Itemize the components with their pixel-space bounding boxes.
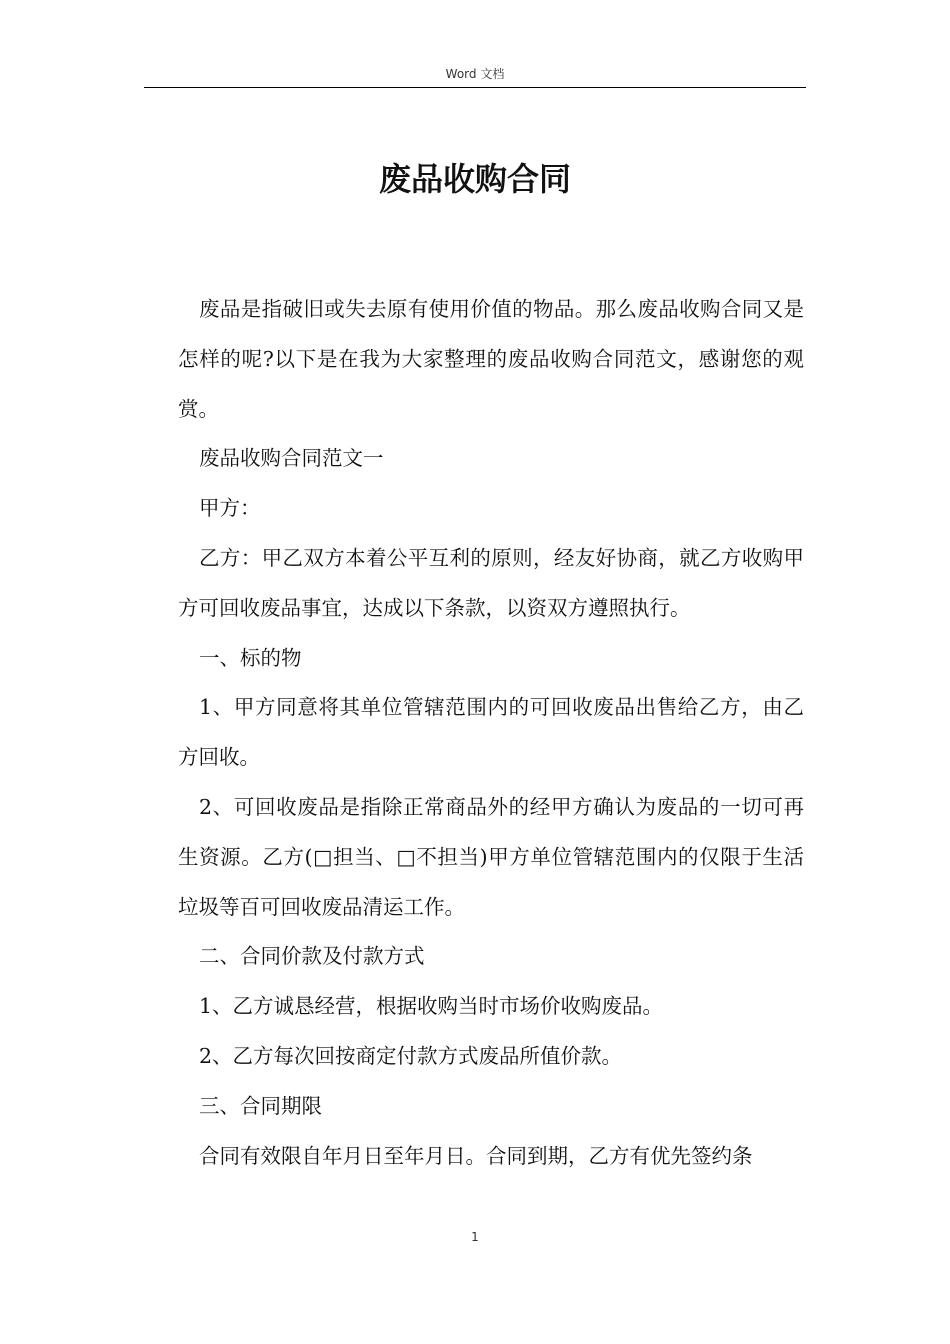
document-body (178, 285, 804, 1181)
paragraph: 甲方： (199, 496, 261, 521)
paragraph: 2、乙方每次回按商定付款方式废品所值价款。 (199, 1043, 623, 1068)
document-title: 废品收购合同 (378, 160, 571, 198)
page-number: 1 (471, 1230, 479, 1244)
section-heading: 一、标的物 (199, 645, 302, 670)
paragraph: 2、可回收废品是指除正常商品外的经甲方确认为废品的一切可再生资源。乙方(□担当、□不担当)甲方单位管辖范围内的仅限于生活垃圾等百可回收废品清运工作。 (178, 794, 804, 919)
paragraph: 1、乙方诚恳经营，根据收购当时市场价收购废品。 (199, 994, 664, 1019)
paragraph: 废品收购合同范文一 (199, 446, 384, 471)
paragraph: 合同有效限自年月日至年月日。合同到期，乙方有优先签约条 (199, 1143, 753, 1168)
paragraph: 乙方：甲乙双方本着公平互利的原则，经友好协商，就乙方收购甲方可回收废品事宜，达成以下条款，以资双方遵照执行。 (178, 545, 804, 620)
section-heading: 二、合同价款及付款方式 (199, 944, 425, 969)
page-header: Word 文档 (445, 67, 505, 81)
paragraph: 1、甲方同意将其单位管辖范围内的可回收废品出售给乙方，由乙方回收。 (178, 695, 804, 770)
header-divider (144, 87, 806, 88)
paragraph: 废品是指破旧或失去原有使用价值的物品。那么废品收购合同又是怎样的呢?以下是在我为大家整理的废品收购合同范文，感谢您的观赏。 (178, 297, 804, 421)
section-heading: 三、合同期限 (199, 1093, 322, 1118)
